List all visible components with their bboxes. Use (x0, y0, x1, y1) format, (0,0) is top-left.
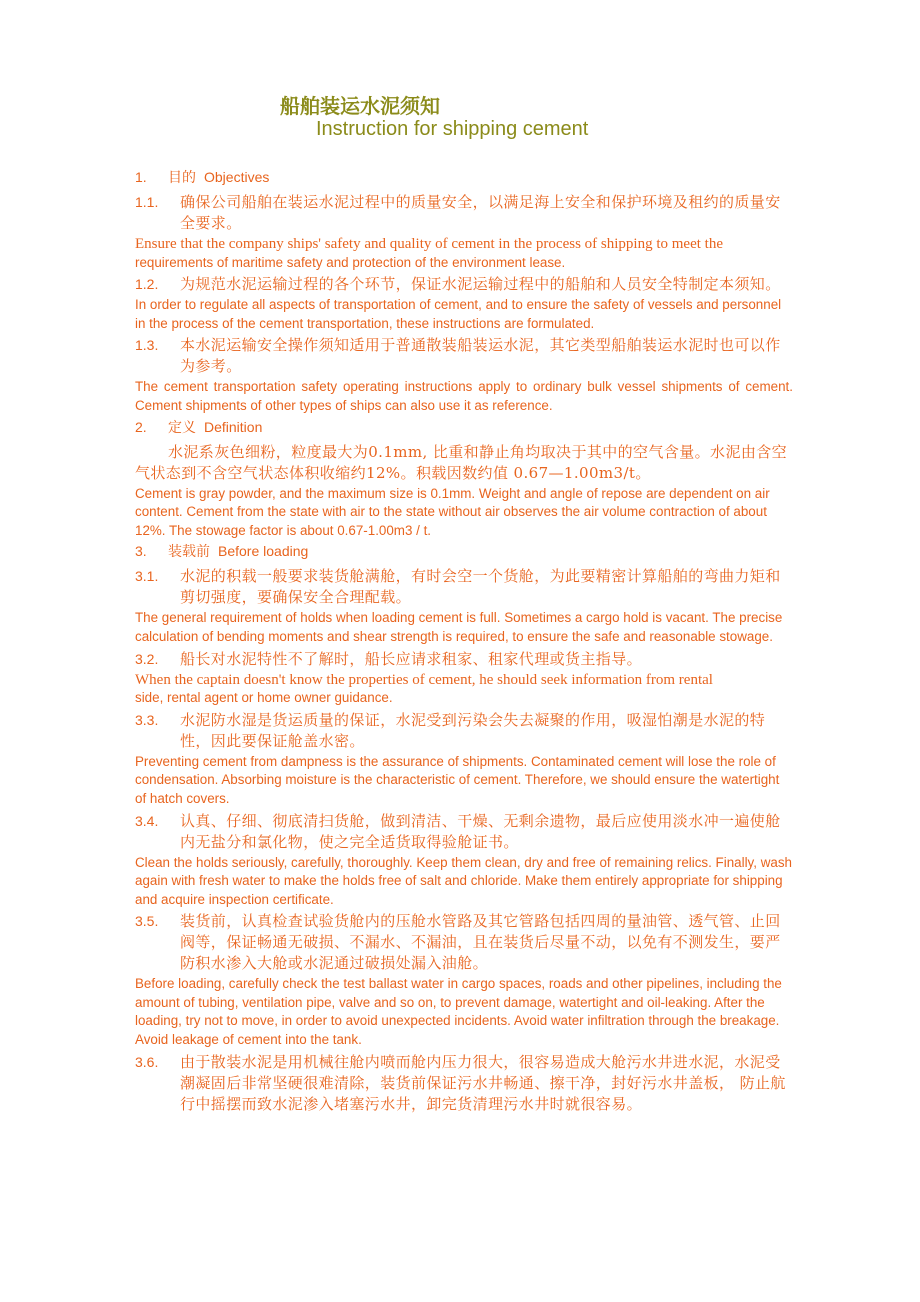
item-text-chinese: 水泥的积载一般要求装货舱满舱，有时会空一个货舱，为此要精密计算船舶的弯曲力矩和剪切强度，要确保安全合理配载。 (180, 567, 781, 607)
item-3-1-chinese (135, 566, 793, 608)
item-text-english-line-1: Ensure that the company ships' safety and quality of cement in the process of shipping to meet the (135, 236, 723, 252)
section-title-english: Objectives (204, 169, 270, 185)
section-title-chinese: 装载前 (168, 544, 210, 561)
item-text-chinese: 水泥防水湿是货运质量的保证，水泥受到污染会失去凝聚的作用，吸湿怕潮是水泥的特性，因此要保证舱盖水密。 (180, 710, 766, 750)
section-title-chinese: 定义 (168, 419, 196, 436)
item-3-1-english: The general requirement of holds when loading cement is full. Sometimes a cargo hold is vacant. The precise calculation of bending moments and shear strength is required, to ensure the safe and reasonable stowage. (135, 610, 783, 644)
item-text-chinese: 认真、仔细、彻底清扫货舱，做到清洁、干燥、无剩余遗物，最后应使用淡水冲一遍使舱内无盐分和氯化物，使之完全适货取得验舱证书。 (180, 811, 781, 851)
item-1-3-chinese (135, 335, 793, 377)
item-1-3-english: The cement transportation safety operating instructions apply to ordinary bulk vessel shipments of cement. Cement shipments of other types of ships can also use it as reference. (135, 379, 793, 413)
definition-chinese: 水泥系灰色细粉，粒度最大为0.1mm, 比重和静止角均取决于其中的空气含量。水泥由含空气状态到不含空气状态体积收缩约12%。积载因数约值 0.67—1.00m3/t。 (135, 442, 788, 482)
item-text-chinese: 由于散装水泥是用机械往舱内喷而舱内压力很大，很容易造成大舱污水井进水泥，水泥受潮凝固后非常坚硬很难清除，装货前保证污水井畅通、擦干净，封好污水井盖板， 防止航行中摇摆而致水泥渗入堵塞污水井，卸完货清理污水井时就很容易。 (180, 1052, 786, 1113)
item-text-english-line-1: When the captain doesn't know the properties of cement, he should seek information from rental (135, 671, 713, 688)
item-text-english-line-2: side, rental agent or home owner guidance. (135, 690, 393, 706)
item-number: 3.1. (135, 568, 159, 585)
section-1-heading (135, 168, 793, 188)
section-title-english: Definition (204, 418, 263, 435)
item-text-chinese: 本水泥运输安全操作须知适用于普通散装船装运水泥，其它类型船舶装运水泥时也可以作为参考。 (180, 336, 781, 376)
definition-english: Cement is gray powder, and the maximum size is 0.1mm. Weight and angle of repose are dependent on air content. Cement from the state with air to the state without air observes the air volume contraction of about 12%. The stowage factor is about 0.67-1.00m3 / t. (135, 485, 770, 538)
item-text-english-line-2: requirements of maritime safety and protection of the environment lease. (135, 254, 566, 270)
item-text-chinese: 船长对水泥特性不了解时，船长应请求租家、租家代理或货主指导。 (180, 649, 643, 668)
item-text-chinese: 为规范水泥运输过程的各个环节，保证水泥运输过程中的船舶和人员安全特制定本须知。 (180, 275, 781, 294)
item-number: 3.4. (135, 812, 159, 829)
item-3-4-english: Clean the holds seriously, carefully, thoroughly. Keep them clean, dry and free of remaining relics. Finally, wash again with fresh water to make the holds free of salt and chloride. Make them entirely appropriate for shipping and acquire inspection certificate. (135, 854, 792, 907)
item-text-chinese: 装货前，认真检查试验货舱内的压舱水管路及其它管路包括四周的量油管、透气管、止回阀等，保证畅通无破损、不漏水、不漏油，且在装货后尽量不动，以免有不测发生，要严防积水渗入大舱或水泥通过破损处漏入油舱。 (180, 912, 781, 973)
item-3-4-chinese (135, 811, 793, 853)
section-number: 1. (135, 169, 147, 185)
item-number: 3.3. (135, 711, 159, 728)
item-1-1-english (135, 235, 793, 272)
title-chinese: 船舶装运水泥须知 (280, 94, 440, 118)
section-title-english: Before loading (218, 543, 309, 560)
item-3-5-chinese (135, 911, 793, 974)
item-text-chinese: 确保公司船舶在装运水泥过程中的质量安全，以满足海上安全和保护环境及租约的质量安全要求。 (180, 193, 781, 232)
item-number: 3.6. (135, 1053, 159, 1070)
section-title-chinese: 目的 (168, 170, 196, 186)
item-1-2-english: In order to regulate all aspects of transportation of cement, and to ensure the safety of vessels and personnel in the process of the cement transportation, these instructions are formulated. (135, 297, 782, 331)
item-number: 1.1. (135, 194, 159, 210)
item-3-3-english: Preventing cement from dampness is the assurance of shipments. Contaminated cement will lose the role of condensation. Absorbing moisture is the characteristic of cement. Therefore, we should ensure the watertight of hatch covers. (135, 753, 780, 806)
item-number: 3.2. (135, 650, 159, 667)
title-english: Instruction for shipping cement (316, 118, 589, 140)
section-number: 3. (135, 543, 147, 560)
section-3-heading (135, 542, 793, 562)
item-1-1-chinese (135, 192, 793, 234)
item-1-2-chinese (135, 274, 793, 295)
item-3-2-chinese (135, 649, 793, 670)
item-3-3-chinese (135, 710, 793, 752)
document-body (135, 166, 793, 1115)
item-3-2-english (135, 671, 793, 708)
item-number: 1.3. (135, 337, 159, 354)
section-number: 2. (135, 418, 147, 435)
section-2-heading (135, 418, 793, 438)
item-number: 3.5. (135, 913, 159, 930)
item-3-6-chinese (135, 1052, 793, 1115)
item-number: 1.2. (135, 276, 159, 293)
item-3-5-english: Before loading, carefully check the test ballast water in cargo spaces, roads and other pipelines, including the amount of tubing, ventilation pipe, valve and so on, to prevent damage, watertight and oil-leaking. After the loading, try not to move, in order to avoid unexpected incidents. Avoid water infiltration through the breakage. Avoid leakage of cement into the tank. (135, 976, 782, 1048)
